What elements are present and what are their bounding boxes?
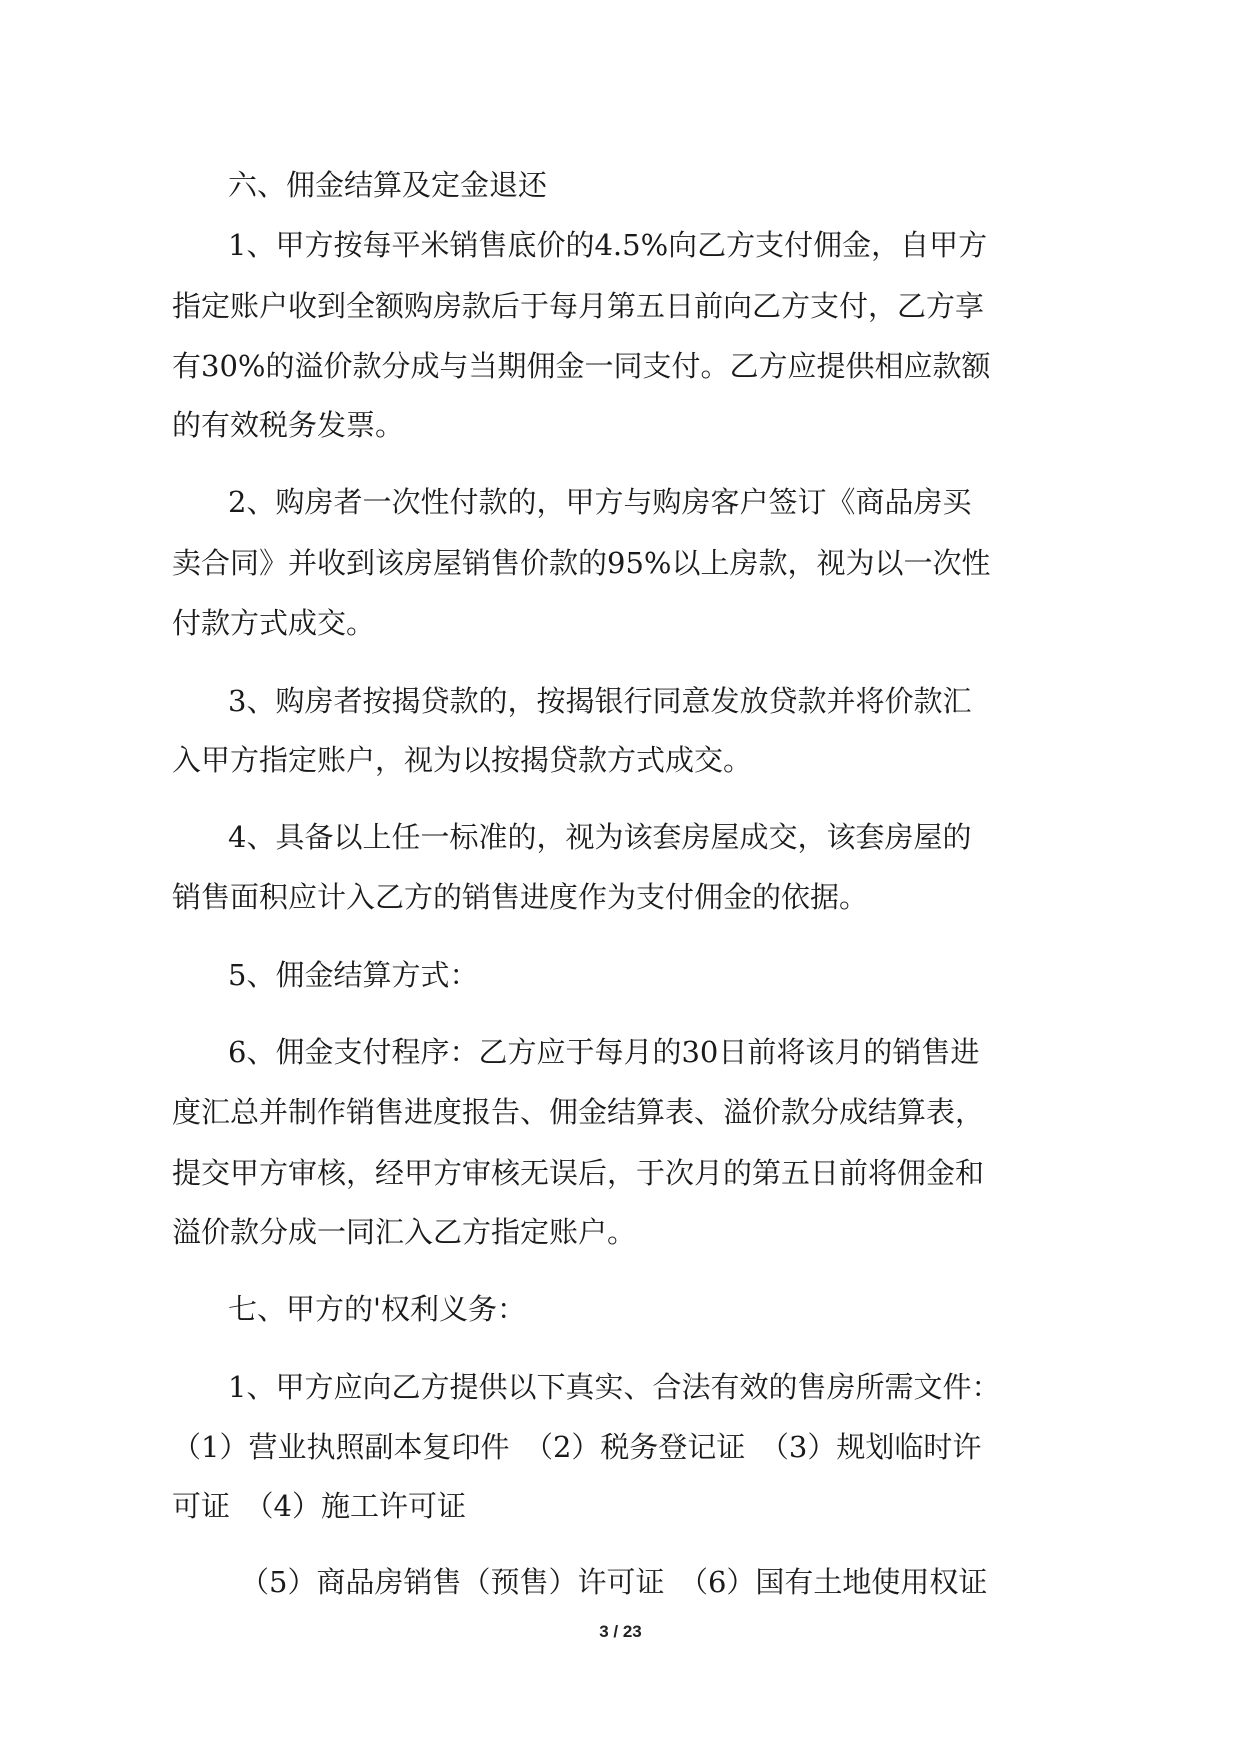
paragraph-line: [0, 400, 1241, 450]
text-line: （1）营业执照副本复印件 （2）税务登记证 （3）规划临时许: [172, 1430, 982, 1464]
text-line: 销售面积应计入乙方的销售进度作为支付佣金的依据。: [172, 880, 869, 914]
text-line: 1、甲方按每平米销售底价的4.5%向乙方支付佣金，自甲方: [228, 228, 988, 262]
paragraph-line: [0, 598, 1241, 648]
text-line: 有30%的溢价款分成与当期佣金一同支付。乙方应提供相应款额: [172, 349, 991, 383]
paragraph-line: [0, 341, 1241, 391]
text-line: 度汇总并制作销售进度报告、佣金结算表、溢价款分成结算表，: [172, 1095, 985, 1129]
text-line: 可证 （4）施工许可证: [172, 1489, 466, 1523]
text-line: 1、甲方应向乙方提供以下真实、合法有效的售房所需文件：: [228, 1370, 1001, 1404]
paragraph-line: [0, 220, 1241, 270]
paragraph-line: [0, 1148, 1241, 1198]
text-line: 6、佣金支付程序：乙方应于每月的30日前将该月的销售进: [228, 1035, 980, 1069]
paragraph-line: [0, 1362, 1241, 1412]
paragraph-line: [0, 1557, 1241, 1607]
text-line: 七、甲方的'权利义务：: [228, 1292, 526, 1326]
paragraph-line: [0, 477, 1241, 527]
paragraph-line: [0, 735, 1241, 785]
text-line: （5）商品房销售（预售）许可证 （6）国有土地使用权证: [240, 1565, 988, 1599]
text-line: 提交甲方审核，经甲方审核无误后，于次月的第五日前将佣金和: [172, 1156, 985, 1190]
text-line: 5、佣金结算方式：: [228, 958, 479, 992]
paragraph-line: [0, 1481, 1241, 1531]
paragraph-line: [0, 1027, 1241, 1077]
text-line: 六、佣金结算及定金退还: [228, 168, 548, 202]
paragraph-line: [0, 1422, 1241, 1472]
text-line: 3、购房者按揭贷款的，按揭银行同意发放贷款并将价款汇: [228, 684, 972, 718]
paragraph-line: [0, 950, 1241, 1000]
paragraph-line: [0, 872, 1241, 922]
text-line: 溢价款分成一同汇入乙方指定账户。: [172, 1215, 637, 1249]
page-number: 3 / 23: [599, 1622, 642, 1641]
section-heading: [0, 160, 1241, 210]
paragraph-line: [0, 676, 1241, 726]
text-line: 2、购房者一次性付款的，甲方与购房客户签订《商品房买: [228, 485, 972, 519]
text-line: 付款方式成交。: [172, 606, 376, 640]
paragraph-line: [0, 281, 1241, 331]
paragraph-line: [0, 1207, 1241, 1257]
section-heading: [0, 1284, 1241, 1334]
paragraph-line: [0, 538, 1241, 588]
text-line: 指定账户收到全额购房款后于每月第五日前向乙方支付，乙方享: [172, 289, 985, 323]
text-line: 卖合同》并收到该房屋销售价款的95%以上房款，视为以一次性: [172, 546, 991, 580]
text-line: 4、具备以上任一标准的，视为该套房屋成交，该套房屋的: [228, 820, 972, 854]
paragraph-line: [0, 812, 1241, 862]
text-line: 的有效税务发票。: [172, 408, 405, 442]
text-line: 入甲方指定账户，视为以按揭贷款方式成交。: [172, 743, 753, 777]
paragraph-line: [0, 1087, 1241, 1137]
